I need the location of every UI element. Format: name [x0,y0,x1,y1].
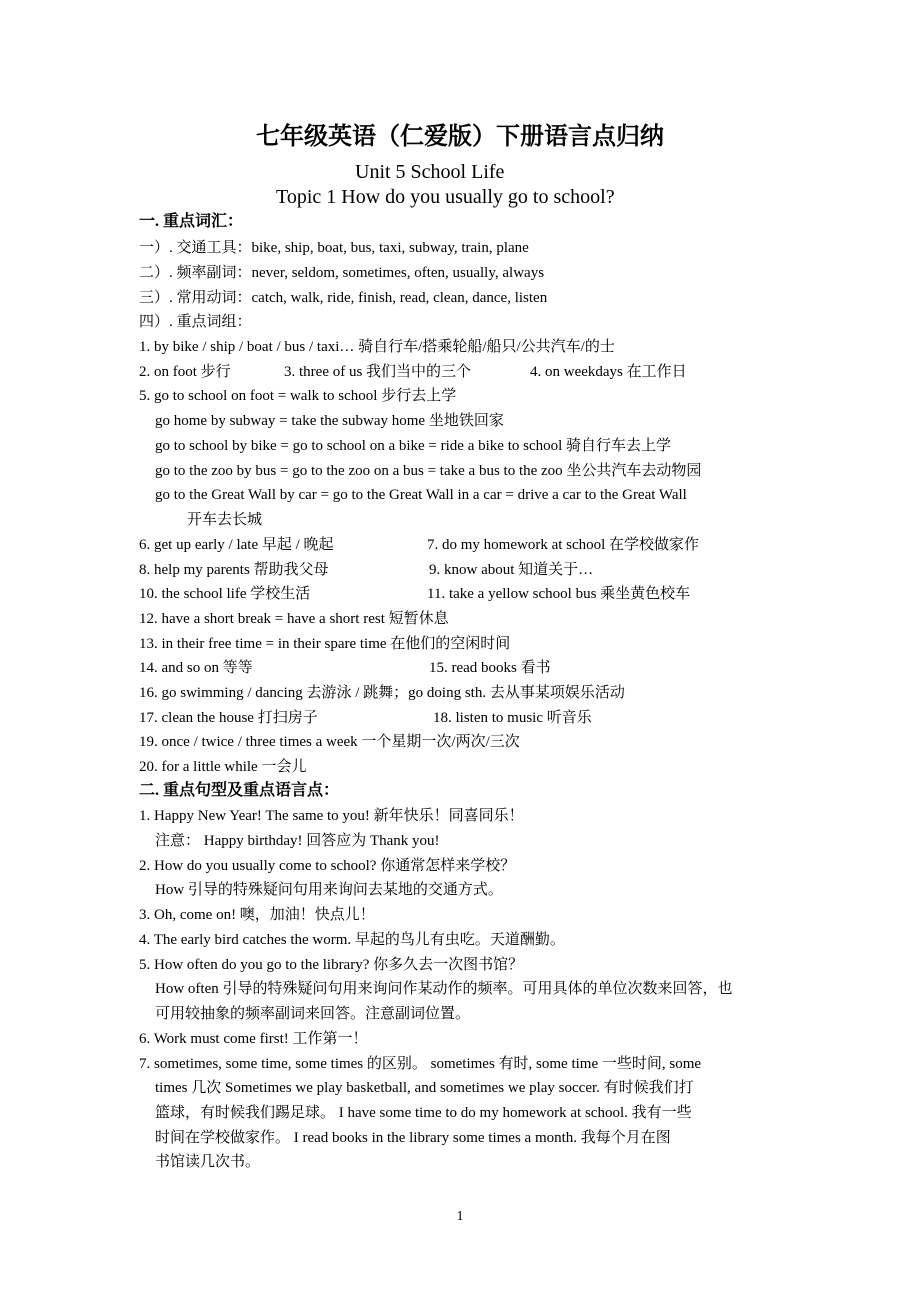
phrase-item: 11. take a yellow school bus 乘坐黄色校车 [427,586,691,602]
sentence-line: 5. How often do you go to the library? 你多久去一次图书馆？ [139,957,524,973]
vocab-line: 三）. 常用动词：catch, walk, ride, finish, read, clean, dance, listen [139,290,548,306]
vocab-line: 一）. 交通工具：bike, ship, boat, bus, taxi, subway, train, plane [139,240,529,256]
phrase-item: 7. do my homework at school 在学校做家作 [427,537,700,553]
document-title: 七年级英语（仁爱版）下册语言点归纳 [256,124,664,150]
phrase-line: 13. in their free time = in their spare time 在他们的空闲时间 [139,636,511,652]
phrase-item: 6. get up early / late 早起 / 晚起 [139,537,334,553]
phrase-item: 14. and so on 等等 [139,660,253,676]
section1-heading: 一. 重点词汇： [139,213,244,230]
phrase-line: 20. for a little while 一会儿 [139,759,307,775]
sentence-line: times 几次 Sometimes we play basketball, and sometimes we play soccer. 有时候我们打 [155,1080,694,1096]
phrase-item: 3. three of us 我们当中的三个 [284,364,472,380]
phrase-line: 16. go swimming / dancing 去游泳 / 跳舞；go doing sth. 去从事某项娱乐活动 [139,685,625,701]
phrase-item: 15. read books 看书 [429,660,551,676]
sentence-line: 6. Work must come first! 工作第一！ [139,1031,368,1047]
section2-heading: 二. 重点句型及重点语言点： [139,782,340,799]
phrase-line: 19. once / twice / three times a week 一个星期一次/两次/三次 [139,734,520,750]
unit-title: Unit 5 School Life [355,161,505,183]
phrase-line: go to the Great Wall by car = go to the Great Wall in a car = drive a car to the Great Wall [155,487,687,503]
page-number: 1 [456,1209,464,1224]
phrase-line: 5. go to school on foot = walk to school 步行去上学 [139,388,457,404]
phrase-line: go home by subway = take the subway home 坐地铁回家 [155,413,504,429]
sentence-line: 1. Happy New Year! The same to you! 新年快乐！同喜同乐！ [139,808,524,824]
phrase-line: 开车去长城 [187,512,263,528]
phrase-item: 17. clean the house 打扫房子 [139,710,318,726]
sentence-line: 3. Oh, come on! 噢，加油！快点儿！ [139,907,375,923]
sentence-line: 7. sometimes, some time, some times 的区别。 sometimes 有时, some time 一些时间, some [139,1056,702,1072]
phrase-item: 4. on weekdays 在工作日 [530,364,687,380]
sentence-line: 书馆读几次书。 [155,1154,261,1170]
phrase-line: 1. by bike / ship / boat / bus / taxi… 骑自行车/搭乘轮船/船只/公共汽车/的士 [139,339,615,355]
phrase-line: 12. have a short break = have a short rest 短暂休息 [139,611,449,627]
phrase-item: 18. listen to music 听音乐 [433,710,592,726]
phrase-item: 8. help my parents 帮助我父母 [139,562,329,578]
sentence-line: 2. How do you usually come to school? 你通常怎样来学校？ [139,858,516,874]
sentence-line: 注意： Happy birthday! 回答应为 Thank you! [155,833,440,849]
sentence-line: 可用较抽象的频率副词来回答。注意副词位置。 [155,1006,471,1022]
sentence-line: 篮球，有时候我们踢足球。 I have some time to do my homework at school. 我有一些 [155,1105,692,1121]
phrase-line: go to the zoo by bus = go to the zoo on a bus = take a bus to the zoo 坐公共汽车去动物园 [155,463,702,479]
sentence-line: How often 引导的特殊疑问句用来询问作某动作的频率。可用具体的单位次数来回答，也 [155,981,733,997]
sentence-line: 4. The early bird catches the worm. 早起的鸟儿有虫吃。天道酬勤。 [139,932,565,948]
vocab-line: 四）. 重点词组： [139,314,252,330]
sentence-line: How 引导的特殊疑问句用来询问去某地的交通方式。 [155,882,503,898]
phrase-item: 10. the school life 学校生活 [139,586,311,602]
vocab-line: 二）. 频率副词：never, seldom, sometimes, often, usually, always [139,265,545,281]
phrase-item: 9. know about 知道关于… [429,562,594,578]
topic-title: Topic 1 How do you usually go to school? [276,186,615,208]
sentence-line: 时间在学校做家作。 I read books in the library some times a month. 我每个月在图 [155,1130,671,1146]
phrase-line: go to school by bike = go to school on a bike = ride a bike to school 骑自行车去上学 [155,438,672,454]
phrase-item: 2. on foot 步行 [139,364,231,380]
